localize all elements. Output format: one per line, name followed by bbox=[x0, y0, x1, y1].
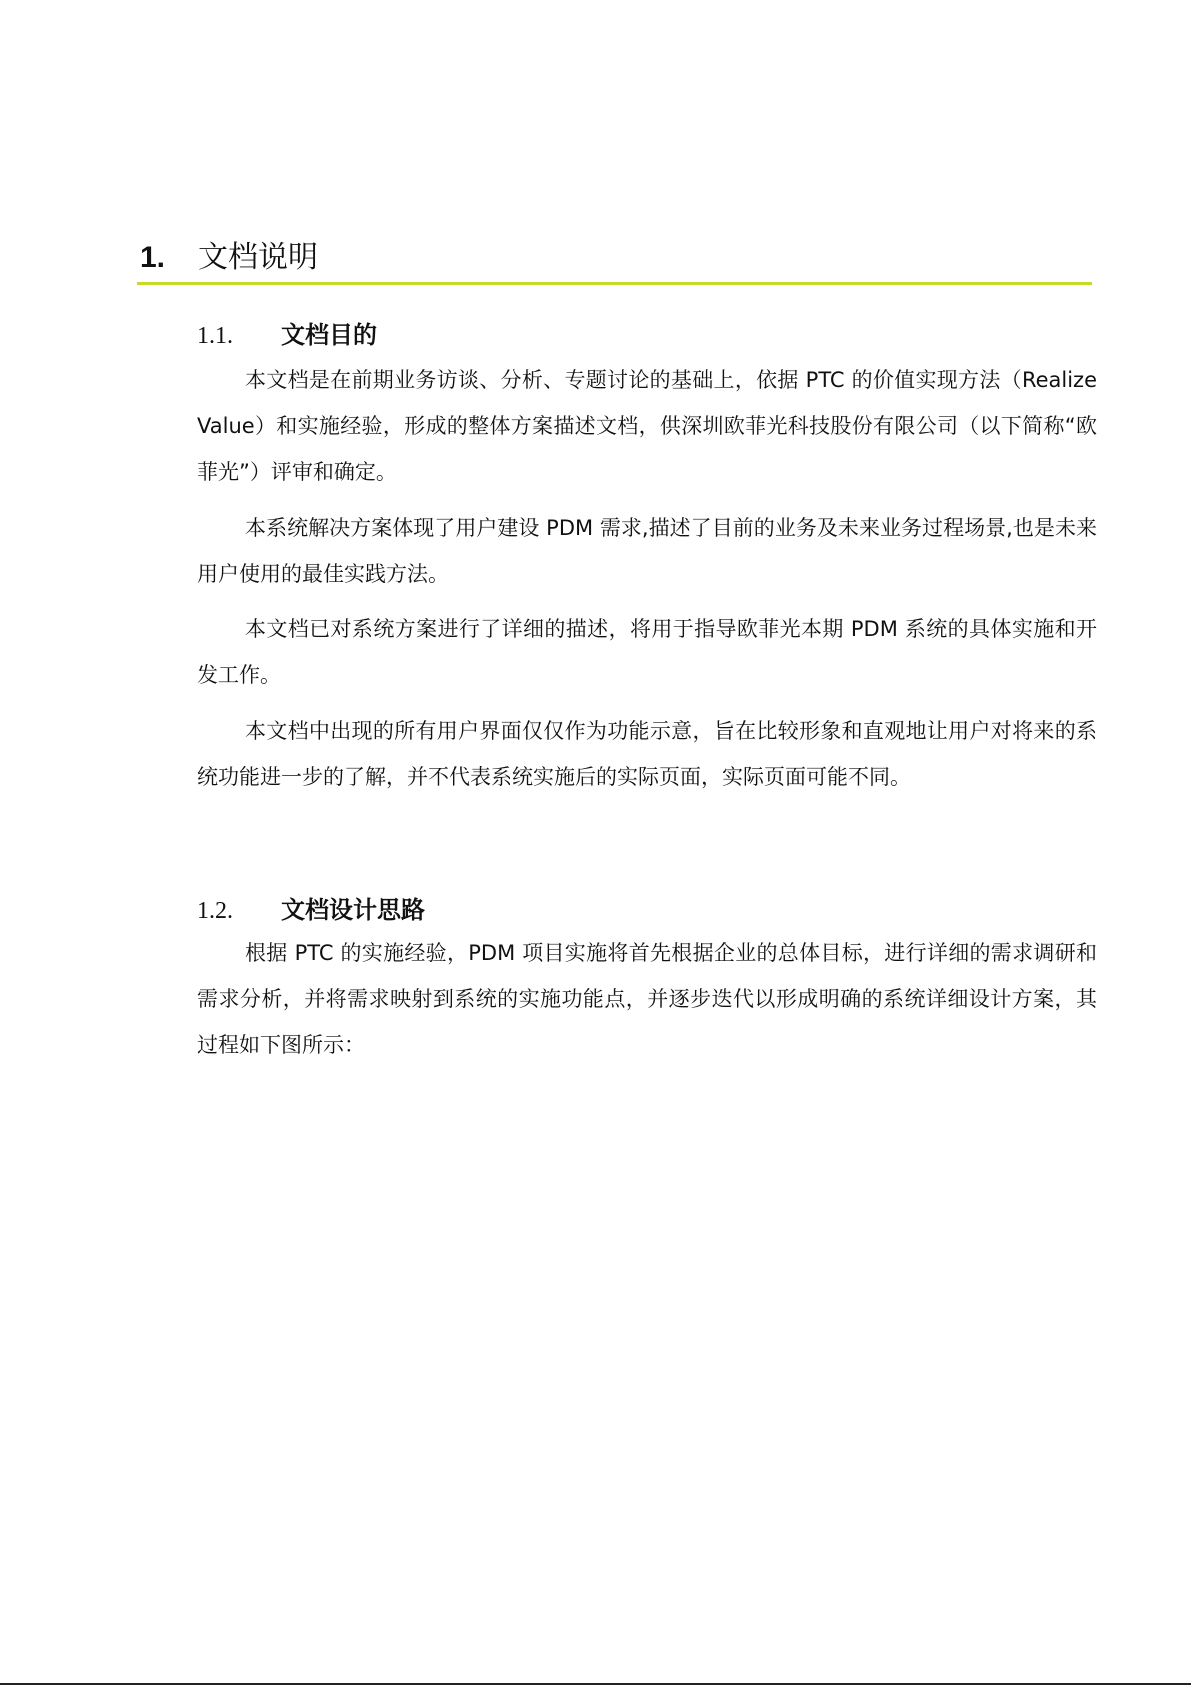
section-number: 1. bbox=[140, 241, 166, 274]
paragraph: 本文档已对系统方案进行了详细的描述，将用于指导欧菲光本期 PDM 系统的具体实施和开发工作。 bbox=[197, 617, 1097, 687]
paragraph: 本文档中出现的所有用户界面仅仅作为功能示意，旨在比较形象和直观地让用户对将来的系统功能进一步的了解，并不代表系统实施后的实际页面，实际页面可能不同。 bbox=[197, 719, 1097, 789]
section-title: 文档说明 bbox=[198, 240, 318, 275]
section-heading-rule bbox=[137, 282, 1092, 285]
paragraph: 本系统解决方案体现了用户建设 PDM 需求,描述了目前的业务及未来业务过程场景,也是未来用户使用的最佳实践方法。 bbox=[197, 516, 1097, 586]
section-heading bbox=[140, 236, 318, 280]
paragraph: 根据 PTC 的实施经验，PDM 项目实施将首先根据企业的总体目标，进行详细的需求调研和需求分析，并将需求映射到系统的实施功能点，并逐步迭代以形成明确的系统详细设计方案，其过程如下图所示： bbox=[197, 941, 1097, 1057]
subsection-heading-purpose bbox=[197, 318, 377, 353]
subsection-title: 文档设计思路 bbox=[281, 896, 425, 924]
subsection-title: 文档目的 bbox=[281, 321, 377, 349]
subsection-number: 1.2. bbox=[197, 898, 233, 924]
paragraph: 本文档是在前期业务访谈、分析、专题讨论的基础上，依据 PTC 的价值实现方法（Realize Value）和实施经验，形成的整体方案描述文档，供深圳欧菲光科技股份有限公司（以下简称“欧菲光”）评审和确定。 bbox=[197, 368, 1097, 484]
subsection-heading-design-approach bbox=[197, 893, 425, 928]
subsection-number: 1.1. bbox=[197, 323, 233, 349]
